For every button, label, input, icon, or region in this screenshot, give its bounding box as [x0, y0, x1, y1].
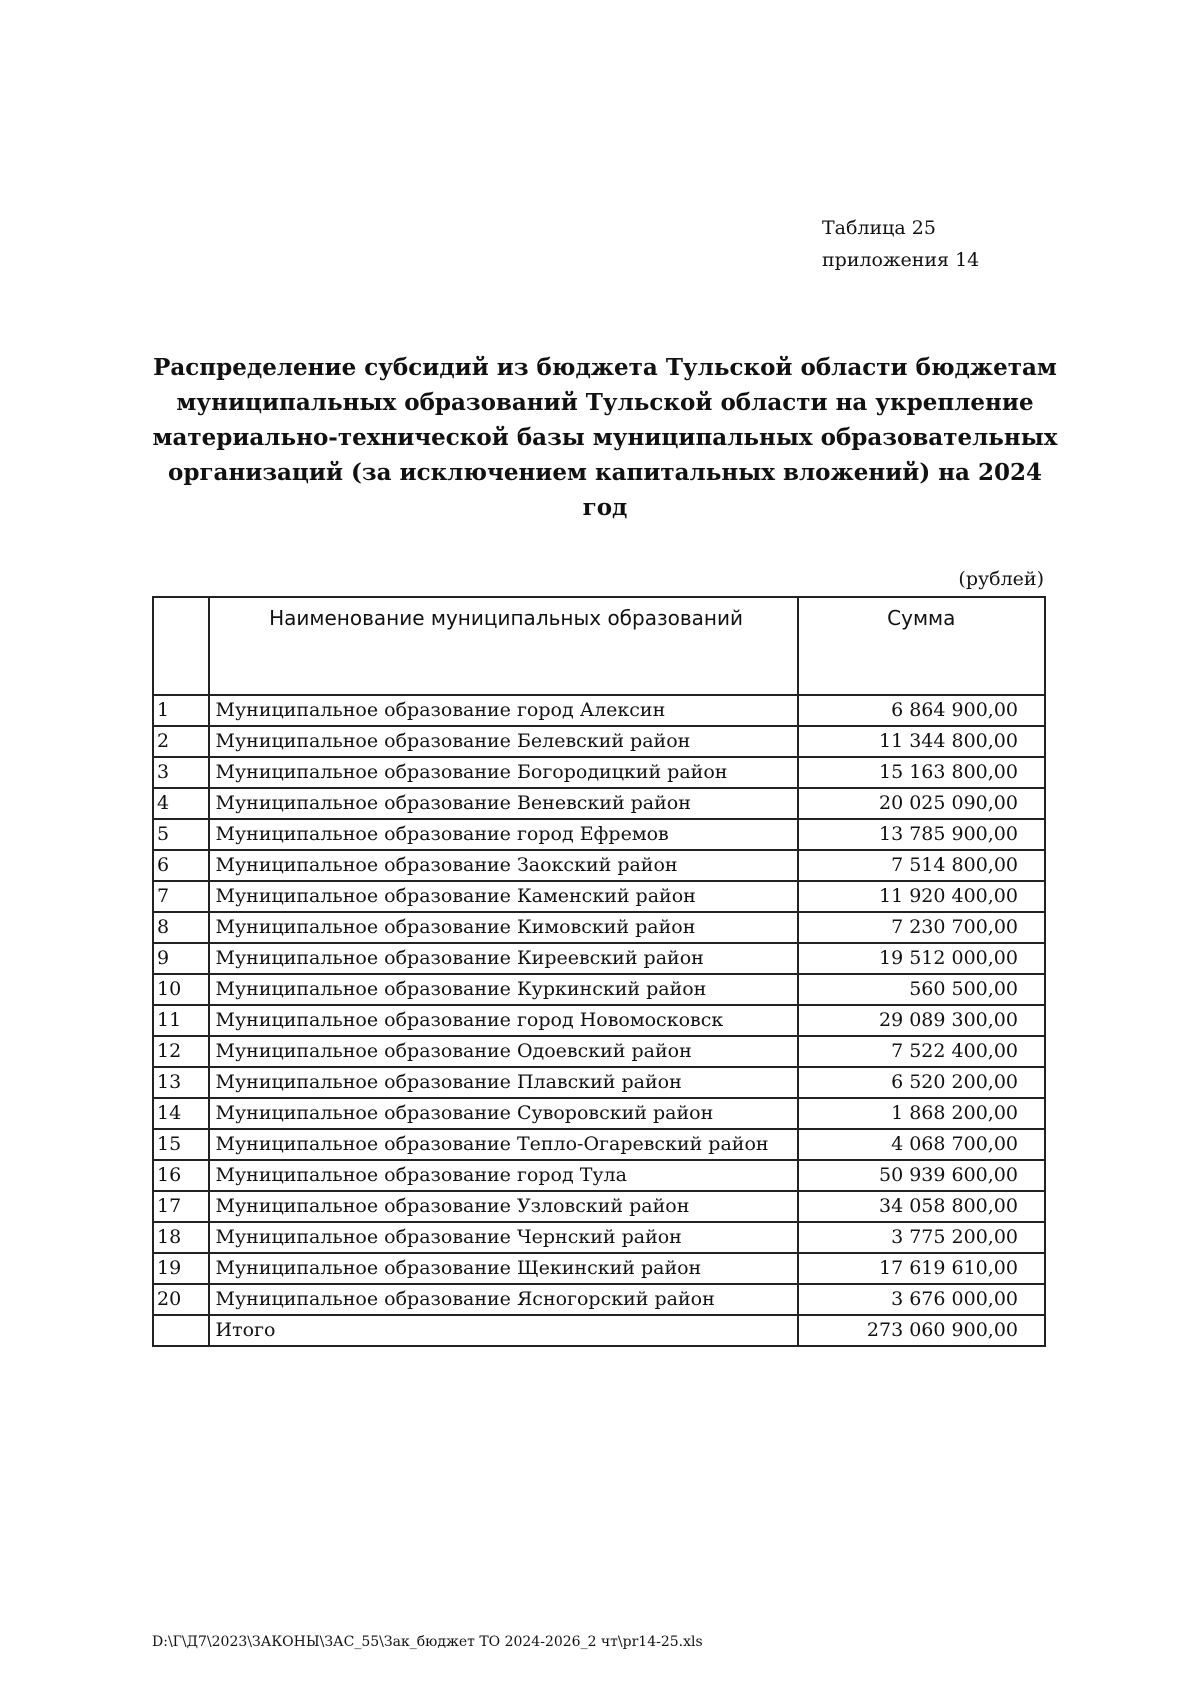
cell-name: Муниципальное образование Куркинский район [209, 974, 798, 1005]
cell-sum: 20 025 090,00 [798, 788, 1045, 819]
cell-num: 2 [153, 726, 209, 757]
table-row [153, 1036, 1045, 1067]
cell-sum: 7 522 400,00 [798, 1036, 1045, 1067]
table-row [153, 1253, 1045, 1284]
table-row [153, 850, 1045, 881]
table-row [153, 974, 1045, 1005]
document-title: Распределение субсидий из бюджета Тульской области бюджетам муниципальных образований Тульской области на укрепление материально-технической базы муниципальных образовательных организаций (за исключением капитальных вложений) на 2024 год [152, 354, 1058, 521]
cell-sum: 273 060 900,00 [798, 1315, 1045, 1346]
cell-num: 10 [153, 974, 209, 1005]
cell-sum: 17 619 610,00 [798, 1253, 1045, 1284]
cell-num: 3 [153, 757, 209, 788]
cell-sum: 15 163 800,00 [798, 757, 1045, 788]
cell-num: 17 [153, 1191, 209, 1222]
table-row [153, 1191, 1045, 1222]
table-row [153, 943, 1045, 974]
cell-num: 13 [153, 1067, 209, 1098]
cell-sum: 3 775 200,00 [798, 1222, 1045, 1253]
cell-sum: 29 089 300,00 [798, 1005, 1045, 1036]
table-row [153, 1067, 1045, 1098]
cell-num: 5 [153, 819, 209, 850]
table-row [153, 1098, 1045, 1129]
cell-sum: 6 864 900,00 [798, 695, 1045, 726]
table-row [153, 726, 1045, 757]
table-body [153, 695, 1045, 1346]
cell-sum: 7 230 700,00 [798, 912, 1045, 943]
table-row [153, 788, 1045, 819]
subsidy-table [152, 596, 1046, 1347]
cell-name: Муниципальное образование Кимовский район [209, 912, 798, 943]
cell-sum: 4 068 700,00 [798, 1129, 1045, 1160]
cell-sum: 19 512 000,00 [798, 943, 1045, 974]
cell-num: 16 [153, 1160, 209, 1191]
cell-sum: 11 344 800,00 [798, 726, 1045, 757]
table-row [153, 881, 1045, 912]
cell-name: Муниципальное образование Плавский район [209, 1067, 798, 1098]
cell-sum: 3 676 000,00 [798, 1284, 1045, 1315]
table-row [153, 1129, 1045, 1160]
cell-num: 19 [153, 1253, 209, 1284]
header-sum: Сумма [798, 597, 1045, 695]
table-row [153, 1284, 1045, 1315]
cell-sum: 11 920 400,00 [798, 881, 1045, 912]
cell-sum: 13 785 900,00 [798, 819, 1045, 850]
cell-name: Муниципальное образование город Ефремов [209, 819, 798, 850]
cell-name: Муниципальное образование Узловский район [209, 1191, 798, 1222]
caption-appendix: приложения 14 [822, 249, 980, 271]
cell-num: 11 [153, 1005, 209, 1036]
cell-sum: 6 520 200,00 [798, 1067, 1045, 1098]
table-caption [822, 212, 979, 276]
cell-name: Муниципальное образование город Тула [209, 1160, 798, 1191]
cell-num: 18 [153, 1222, 209, 1253]
cell-num: 15 [153, 1129, 209, 1160]
table-row [153, 757, 1045, 788]
table-row [153, 912, 1045, 943]
cell-name: Муниципальное образование город Алексин [209, 695, 798, 726]
cell-name: Муниципальное образование Белевский район [209, 726, 798, 757]
cell-num: 7 [153, 881, 209, 912]
cell-name: Муниципальное образование Одоевский район [209, 1036, 798, 1067]
cell-num: 8 [153, 912, 209, 943]
table-total-row [153, 1315, 1045, 1346]
cell-name: Муниципальное образование Веневский район [209, 788, 798, 819]
cell-name: Муниципальное образование город Новомосковск [209, 1005, 798, 1036]
table-row [153, 1160, 1045, 1191]
cell-name: Муниципальное образование Щекинский район [209, 1253, 798, 1284]
cell-name: Муниципальное образование Заокский район [209, 850, 798, 881]
cell-name: Муниципальное образование Тепло-Огаревский район [209, 1129, 798, 1160]
header-num [153, 597, 209, 695]
cell-sum: 7 514 800,00 [798, 850, 1045, 881]
cell-name: Муниципальное образование Богородицкий район [209, 757, 798, 788]
cell-name: Муниципальное образование Суворовский район [209, 1098, 798, 1129]
cell-num: 9 [153, 943, 209, 974]
cell-sum: 50 939 600,00 [798, 1160, 1045, 1191]
cell-num: 4 [153, 788, 209, 819]
cell-name: Муниципальное образование Ясногорский район [209, 1284, 798, 1315]
cell-num: 14 [153, 1098, 209, 1129]
cell-name: Муниципальное образование Киреевский район [209, 943, 798, 974]
cell-sum: 1 868 200,00 [798, 1098, 1045, 1129]
cell-sum: 34 058 800,00 [798, 1191, 1045, 1222]
table-header-row [153, 597, 1045, 695]
caption-table-number: Таблица 25 [822, 217, 936, 239]
cell-sum: 560 500,00 [798, 974, 1045, 1005]
units-label: (рублей) [958, 568, 1044, 590]
cell-num: 12 [153, 1036, 209, 1067]
file-path-footer: D:\Г\Д7\2023\ЗАКОНЫ\ЗАС_55\Зак_бюджет ТО 2024-2026_2 чт\pr14-25.xls [152, 1634, 703, 1650]
table-row [153, 1005, 1045, 1036]
table-row [153, 819, 1045, 850]
cell-num [153, 1315, 209, 1346]
header-name: Наименование муниципальных образований [209, 597, 798, 695]
table-row [153, 695, 1045, 726]
table-row [153, 1222, 1045, 1253]
cell-num: 1 [153, 695, 209, 726]
cell-name: Муниципальное образование Чернский район [209, 1222, 798, 1253]
cell-num: 6 [153, 850, 209, 881]
cell-name: Муниципальное образование Каменский район [209, 881, 798, 912]
cell-num: 20 [153, 1284, 209, 1315]
cell-name: Итого [209, 1315, 798, 1346]
